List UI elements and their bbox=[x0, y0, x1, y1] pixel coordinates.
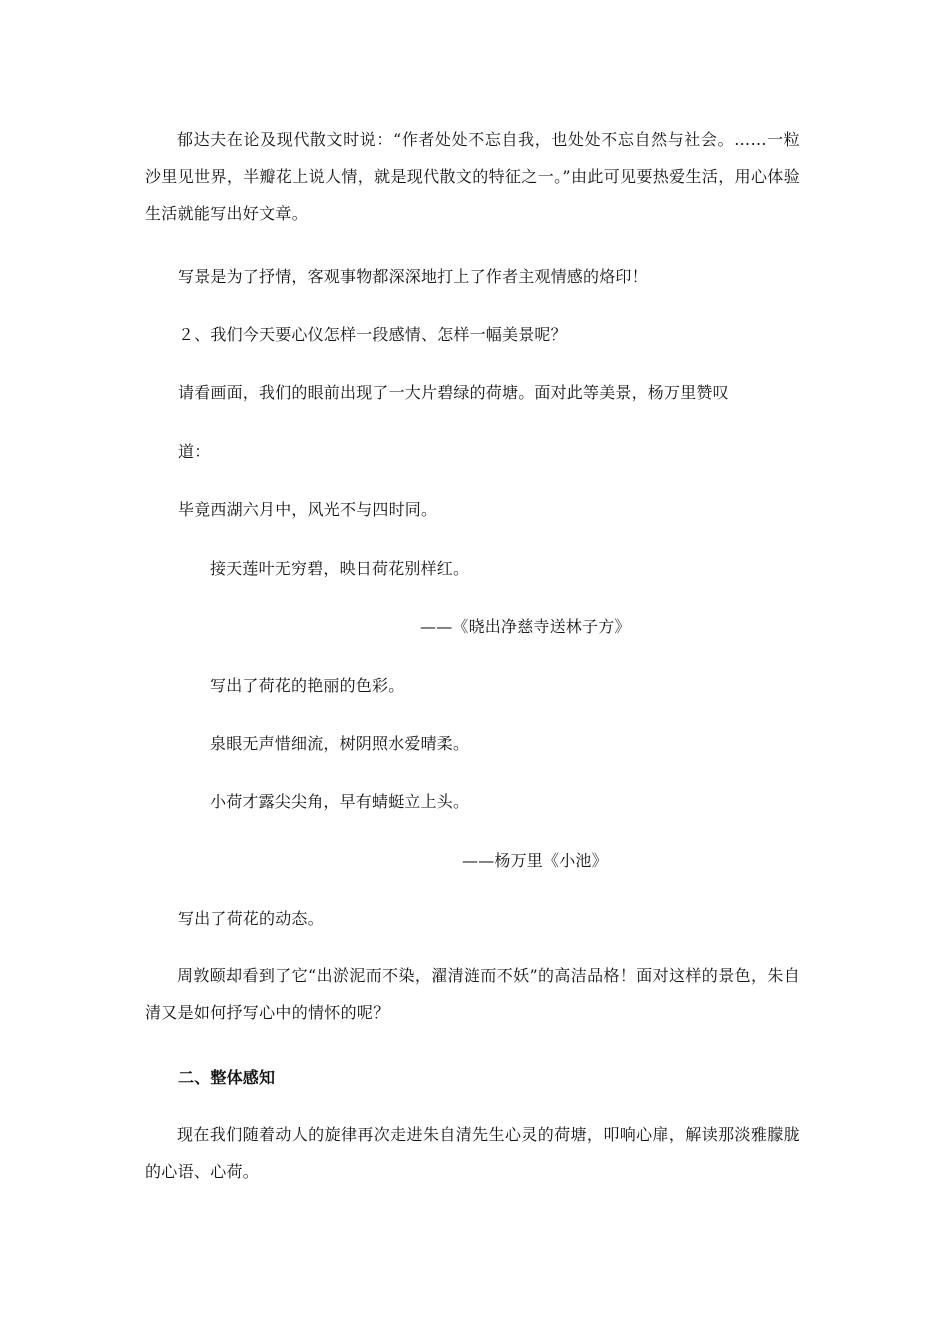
poem2-line2: 小荷才露尖尖角，早有蜻蜓立上头。 bbox=[210, 792, 470, 811]
comment-motion: 写出了荷花的动态。 bbox=[178, 909, 324, 928]
paragraph-yu-dafu: 郁达夫在论及现代散文时说：“作者处处不忘自我，也处处不忘自然与社会。……一粒沙里见世界，半瓣花上说人情，就是现代散文的特征之一。”由此可见要热爱生活，用心体验生活就能写出好文章。 bbox=[145, 130, 800, 223]
paragraph-zhou-dunyi: 周敦颐却看到了它“出淤泥而不染，濯清涟而不妖”的高洁品格！面对这样的景色，朱自清又是如何抒写心中的情怀的呢？ bbox=[145, 966, 800, 1022]
paragraph-scenery-emotion: 写景是为了抒情，客观事物都深深地打上了作者主观情感的烙印！ bbox=[178, 267, 648, 286]
section-heading-overall-perception: 二、整体感知 bbox=[178, 1068, 276, 1087]
poem1-line2: 接天莲叶无穷碧，映日荷花别样红。 bbox=[210, 559, 470, 578]
poem1-source: ——《晓出净慈寺送林子方》 bbox=[420, 617, 631, 636]
poem2-line1: 泉眼无声惜细流，树阴照水爱晴柔。 bbox=[210, 734, 470, 753]
poem2-source: ——杨万里《小池》 bbox=[462, 851, 608, 870]
comment-color: 写出了荷花的艳丽的色彩。 bbox=[210, 676, 405, 695]
paragraph-question-2: ２、我们今天要心仪怎样一段感情、怎样一幅美景呢？ bbox=[178, 325, 567, 344]
poem1-line1: 毕竟西湖六月中，风光不与四时同。 bbox=[178, 500, 438, 519]
paragraph-lotus-pond-intro-cont: 道： bbox=[178, 442, 211, 461]
paragraph-lotus-pond-intro: 请看画面，我们的眼前出现了一大片碧绿的荷塘。面对此等美景，杨万里赞叹 bbox=[178, 383, 729, 402]
paragraph-music-intro: 现在我们随着动人的旋律再次走进朱自清先生心灵的荷塘，叩响心扉，解读那淡雅朦胧的心语、心荷。 bbox=[145, 1125, 800, 1181]
